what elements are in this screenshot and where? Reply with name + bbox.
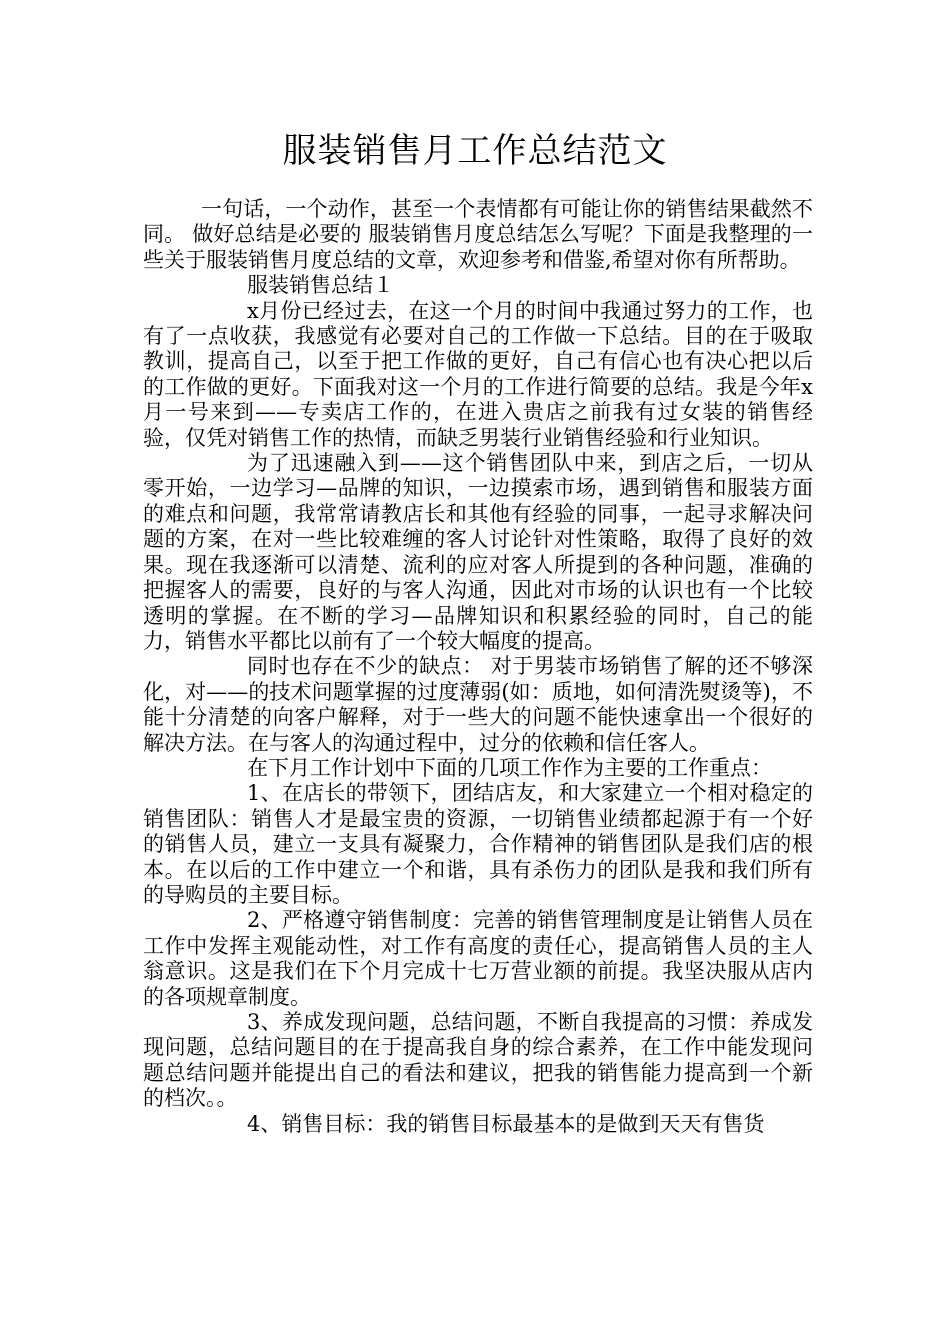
document-body — [143, 197, 813, 1137]
list-item: 1、在店长的带领下，团结店友，和大家建立一个相对稳定的销售团队：销售人才是最宝贵的资源，一切销售业绩都起源于有一个好的销售人员，建立一支具有凝聚力，合作精神的销售团队是我们店的根本。在以后的工作中建立一个和谐，具有杀伤力的团队是我和我们所有的导购员的主要目标。 — [143, 781, 813, 907]
list-item: 4、销售目标：我的销售目标最基本的是做到天天有售货 — [247, 1111, 765, 1136]
body-paragraph: x月份已经过去，在这一个月的时间中我通过努力的工作，也有了一点收获，我感觉有必要对自己的工作做一下总结。目的在于吸取教训，提高自己，以至于把工作做的更好，自己有信心也有决心把以后的工作做的更好。下面我对这一个月的工作进行简要的总结。我是今年x月一号来到——专卖店工作的，在进入贵店之前我有过女装的销售经验，仅凭对销售工作的热情，而缺乏男装行业销售经验和行业知识。 — [143, 298, 813, 450]
section-heading: 服装销售总结１ — [247, 273, 394, 298]
intro-paragraph: 一句话，一个动作，甚至一个表情都有可能让你的销售结果截然不同。 做好总结是必要的 服装销售月度总结怎么写呢？下面是我整理的一些关于服装销售月度总结的文章，欢迎参考和借鉴,希望对你有所帮助。 — [143, 197, 813, 272]
body-paragraph: 在下月工作计划中下面的几项工作作为主要的工作重点： — [247, 755, 772, 780]
list-item: 3、养成发现问题，总结问题，不断自我提高的习惯：养成发现问题，总结问题目的在于提高我自身的综合素养，在工作中能发现问题总结问题并能提出自己的看法和建议，把我的销售能力提高到一个新的档次。。 — [143, 1010, 813, 1111]
body-paragraph: 同时也存在不少的缺点： 对于男装市场销售了解的还不够深化，对——的技术问题掌握的过度薄弱(如：质地，如何清洗熨烫等)，不能十分清楚的向客户解释，对于一些大的问题不能快速拿出一个很好的解决方法。在与客人的沟通过程中，过分的依赖和信任客人。 — [143, 654, 813, 755]
document-title: 服装销售月工作总结范文 — [282, 131, 668, 171]
body-paragraph: 为了迅速融入到——这个销售团队中来，到店之后，一切从零开始，一边学习—品牌的知识，一边摸索市场，遇到销售和服装方面的难点和问题，我常常请教店长和其他有经验的同事，一起寻求解决问题的方案，在对一些比较难缠的客人讨论针对性策略，取得了良好的效果。现在我逐渐可以清楚、流利的应对客人所提到的各种问题，准确的把握客人的需要，良好的与客人沟通，因此对市场的认识也有一个比较透明的掌握。在不断的学习—品牌知识和积累经验的同时，自己的能力，销售水平都比以前有了一个较大幅度的提高。 — [143, 451, 813, 653]
list-item: 2、严格遵守销售制度：完善的销售管理制度是让销售人员在工作中发挥主观能动性，对工作有高度的责任心，提高销售人员的主人翁意识。这是我们在下个月完成十七万营业额的前提。我坚决服从店内的各项规章制度。 — [143, 908, 813, 1009]
